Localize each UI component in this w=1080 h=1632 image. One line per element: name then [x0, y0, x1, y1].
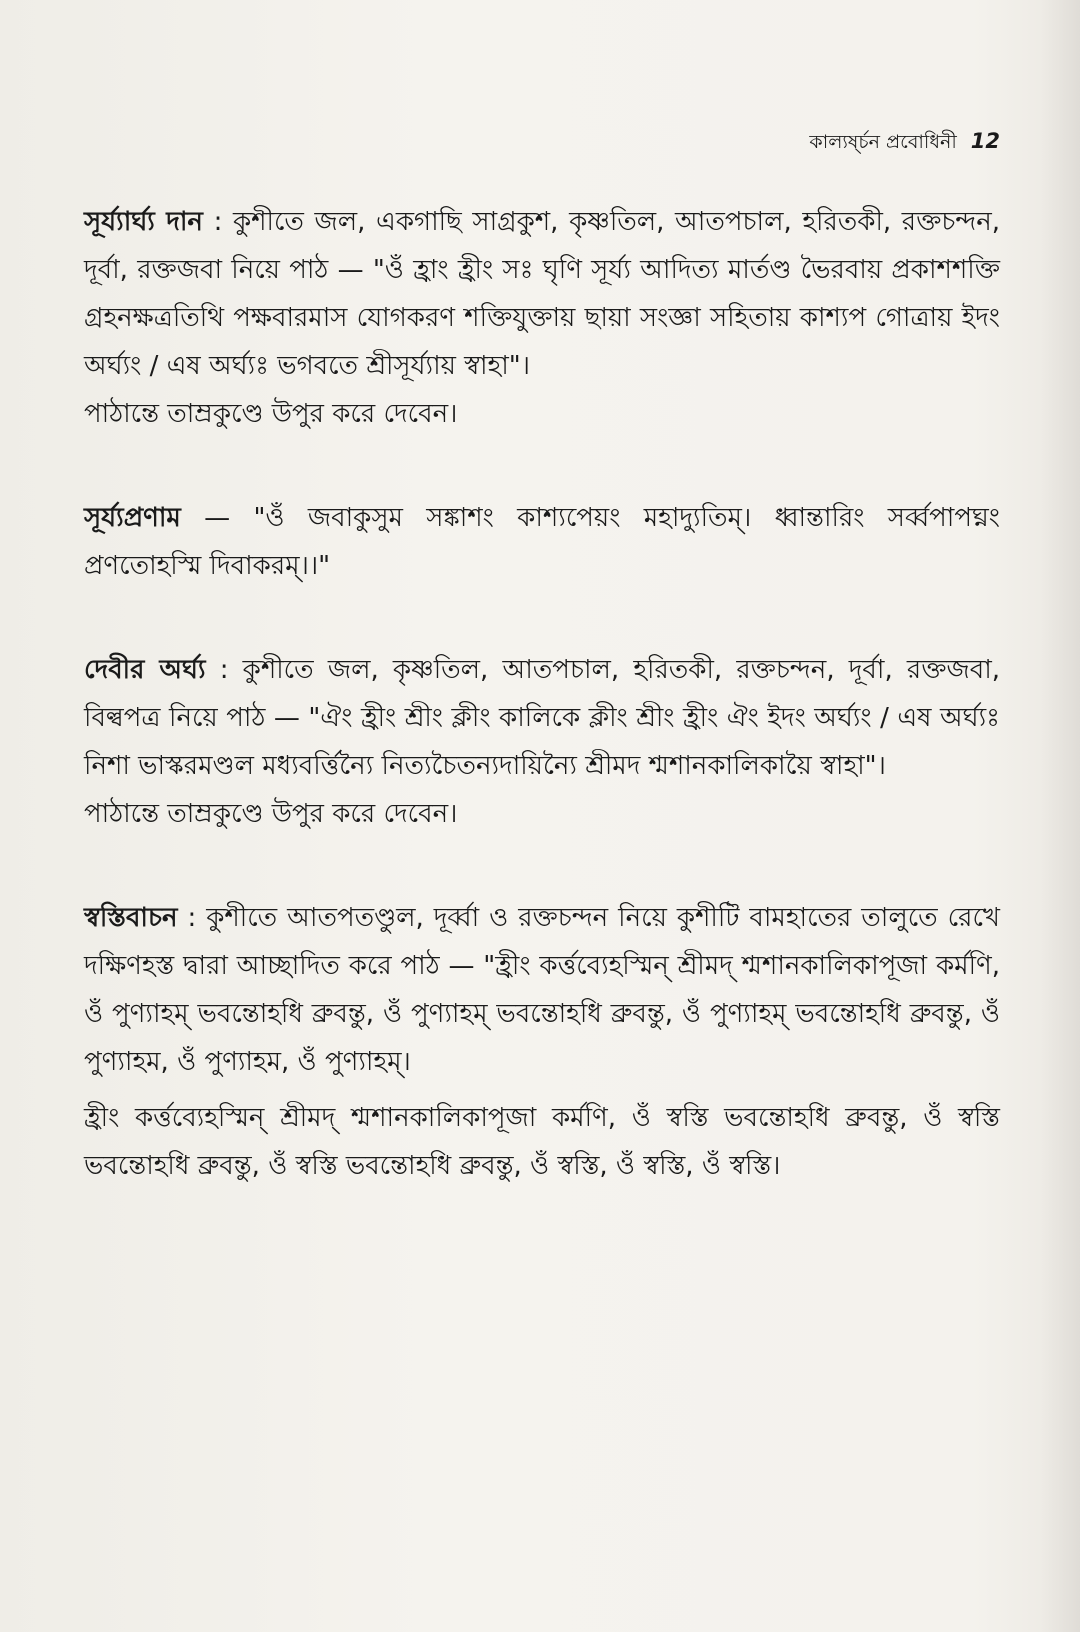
- section-surya-arghya: [84, 198, 1000, 438]
- spacer: [84, 438, 1000, 494]
- section-surya-pranam: [84, 494, 1000, 590]
- page-edge-shadow: [1040, 0, 1080, 1632]
- paragraph: [84, 646, 1000, 790]
- paragraph-text: — "ওঁ জবাকুসুম সঙ্কাশং কাশ্যপেয়ং মহাদ্যুতিম্। ধ্বান্তারিং সর্ব্বপাপঘ্নং প্রণতোহস্মি দিবাকরম্।।": [84, 503, 1000, 581]
- section-heading: স্বস্তিবাচন: [84, 903, 178, 933]
- page-number: 12: [970, 129, 1000, 153]
- spacer: [84, 1086, 1000, 1094]
- paragraph: পাঠান্তে তাম্রকুণ্ডে উপুর করে দেবেন।: [84, 399, 458, 429]
- paragraph-text: : কুশীতে জল, একগাছি সাগ্রকুশ, কৃষ্ণতিল, আতপচাল, হরিতকী, রক্তচন্দন, দূর্বা, রক্তজবা নিয়ে পাঠ — "ওঁ হ্রাং হ্রীং সঃ ঘৃণি সূর্য্য আদিত্য মার্তণ্ড ভৈরবায় প্রকাশশক্তি গ্রহনক্ষত্রতিথি পক্ষবারমাস যোগকরণ শক্তিযুক্তায় ছায়া সংজ্ঞা সহিতায় কাশ্যপ গোত্রায় ইদং অর্ঘ্যং / এষ অর্ঘ্যঃ ভগবতে শ্রীসূর্য্যায় স্বাহা"।: [84, 207, 1000, 381]
- section-heading: সূর্য্যার্ঘ্য দান: [84, 207, 203, 237]
- section-heading: সূর্য্যপ্রণাম: [84, 503, 181, 533]
- spacer: [84, 838, 1000, 894]
- book-title: কাল্যর্ষ্চন প্রবোধিনী: [809, 131, 957, 153]
- page-content: [84, 198, 1000, 1190]
- spacer: [84, 590, 1000, 646]
- section-swastivachan: [84, 894, 1000, 1190]
- paragraph: [84, 494, 1000, 590]
- paragraph-text: : কুশীতে আতপতণ্ডুল, দূর্ব্বা ও রক্তচন্দন নিয়ে কুশীটি বামহাতের তালুতে রেখে দক্ষিণহস্ত দ্বারা আচ্ছাদিত করে পাঠ — "হ্রীং কর্ত্তব্যেহস্মিন্ শ্রীমদ্ শ্মশানকালিকাপূজা কর্মণি, ওঁ পুণ্যাহম্ ভবন্তোহধি ব্রুবন্তু, ওঁ পুণ্যাহম্ ভবন্তোহধি ব্রুবন্তু, ওঁ পুণ্যাহম্ ভবন্তোহধি ব্রুবন্তু, ওঁ পুণ্যাহম, ওঁ পুণ্যাহম, ওঁ পুণ্যাহম্।: [84, 903, 1000, 1077]
- paragraph: [84, 894, 1000, 1086]
- paragraph: হ্রীং কর্ত্তব্যেহস্মিন্ শ্রীমদ্ শ্মশানকালিকাপূজা কর্মণি, ওঁ স্বস্তি ভবন্তোহধি ব্রুবন্তু, ওঁ স্বস্তি ভবন্তোহধি ব্রুবন্তু, ওঁ স্বস্তি ভবন্তোহধি ব্রুবন্তু, ওঁ স্বস্তি, ওঁ স্বস্তি, ওঁ স্বস্তি।: [84, 1103, 1000, 1181]
- running-header: [809, 128, 1000, 160]
- paragraph: [84, 198, 1000, 390]
- paragraph: পাঠান্তে তাম্রকুণ্ডে উপুর করে দেবেন।: [84, 799, 458, 829]
- paragraph-text: : কুশীতে জল, কৃষ্ণতিল, আতপচাল, হরিতকী, রক্তচন্দন, দূর্বা, রক্তজবা, বিল্বপত্র নিয়ে পাঠ — "ঐং হ্রীং শ্রীং ক্লীং কালিকে ক্লীং শ্রীং হ্রীং ঐং ইদং অর্ঘ্যং / এষ অর্ঘ্যঃ নিশা ভাস্করমণ্ডল মধ্যবর্ত্তিন্যৈ নিত্যচৈতন্যদায়িন্যৈ শ্রীমদ শ্মশানকালিকায়ৈ স্বাহা"।: [84, 655, 1000, 781]
- section-heading: দেবীর অর্ঘ্য: [84, 655, 206, 685]
- section-devir-arghya: [84, 646, 1000, 838]
